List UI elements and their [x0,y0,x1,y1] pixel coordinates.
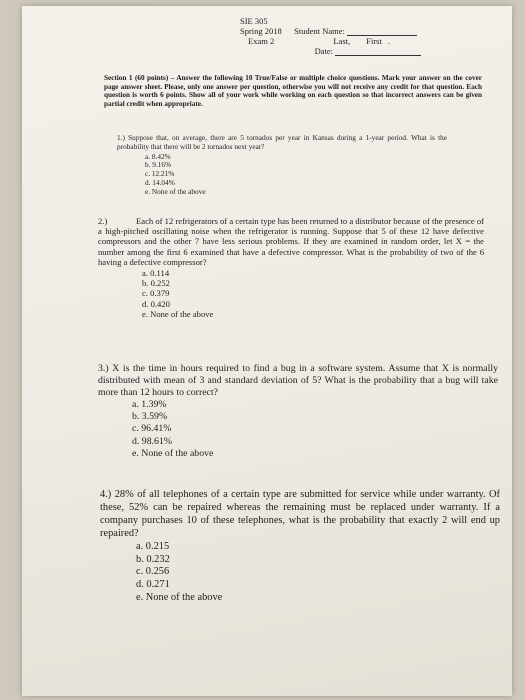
question-4-options [136,541,500,606]
option-4c: c. 0.256 [136,566,170,578]
question-4 [100,489,500,605]
question-3 [98,363,498,460]
question-3-number: 3.) [98,363,109,374]
option-1b: b. 9.16% [145,160,172,170]
question-3-options [132,399,498,459]
option-3d: d. 98.61% [132,435,173,447]
question-1-text: Suppose that, on average, there are 5 tornados per year in Kansas during a 1-year period. What is the probability that there will be 2 tornados next year? [117,133,447,151]
date-blank [335,55,421,56]
option-4e: e. None of the above [136,592,223,604]
exam-term: Spring 2018 [240,26,282,36]
option-2e: e. None of the above [142,308,214,319]
option-4b: b. 0.232 [136,553,170,565]
option-3e: e. None of the above [132,447,214,459]
first-name-trailing: . [387,36,391,46]
question-2-stem [98,216,484,267]
question-1-stem [117,134,447,152]
section-instructions: Section 1 (60 points) – Answer the following 10 True/False or multiple choice questions. Mark your answer on the cover page answer sheet. Please, only one answer per question, otherwise you will not receive any credit for that question. Each question is worth 6 points. Show all of your work while working on each question so that incorrect answers can be given partial credit when appropriate. [104,74,482,108]
question-1-number: 1.) [117,133,125,142]
option-4d: d. 0.271 [136,579,170,591]
option-1d: d. 14.04% [145,177,175,187]
option-1e: e. None of the above [145,186,206,196]
option-2c: c. 0.379 [142,288,170,299]
exam-page [22,6,512,696]
first-name-label: First [366,36,382,46]
option-3c: c. 96.41% [132,423,172,435]
student-name-label: Student Name: [294,26,345,36]
question-2-text: Each of 12 refrigerators of a certain type has been returned to a distributor because of the presence of a high-pitched oscillating noise when the refrigerator is running. Suppose that 5 of these 12 have defective compressors and the other 7 have less serious problems. If they are examined in random order, let X = the number among the first 6 examined that have a defective compressor. What is the probability of two of the 6 having a defective compressor? [98,216,484,267]
question-4-text: 28% of all telephones of a certain type are submitted for service while under warranty. Of these, 52% can be repaired whereas the remaining must be replaced under warranty. If a company purchases 10 of these telephones, what is the probability that exactly 2 will end up repaired? [100,489,500,539]
question-2 [98,216,484,319]
course-code: SIE 305 [240,16,268,26]
option-2a: a. 0.114 [142,268,170,279]
question-1 [117,134,447,197]
option-1a: a. 8.42% [145,151,171,161]
question-2-options [142,268,484,319]
question-1-options [145,153,447,197]
option-2b: b. 0.252 [142,278,170,289]
exam-header [240,16,421,56]
question-3-stem [98,363,498,399]
option-4a: a. 0.215 [136,540,170,552]
exam-number: Exam 2 [248,36,275,46]
question-4-number: 4.) [100,489,112,500]
question-4-stem [100,489,500,541]
option-3b: b. 3.59% [132,411,168,423]
question-3-text: X is the time in hours required to find a bug in a software system. Assume that X is normally distributed with mean of 3 and standard deviation of 5? What is the probability that a bug will take more than 12 hours to correct? [98,363,498,399]
question-2-number: 2.) [98,216,108,226]
option-2d: d. 0.420 [142,298,170,309]
last-name-label: Last, [333,36,351,46]
option-3a: a. 1.39% [132,399,167,411]
date-label: Date: [314,46,333,56]
option-1c: c. 12.21% [145,169,175,179]
